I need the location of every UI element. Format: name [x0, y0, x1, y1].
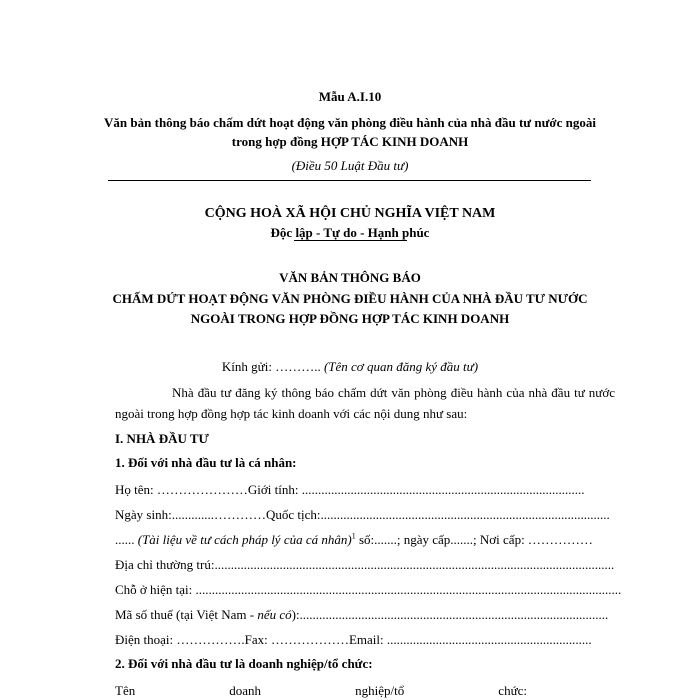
legal-reference: (Điều 50 Luật Đầu tư) — [291, 158, 409, 173]
field-legal-document — [115, 532, 593, 548]
org-name-word: chức: — [498, 683, 527, 698]
doc-title-line3: NGOÀI TRONG HỢP ĐỒNG HỢP TÁC KINH DOANH — [190, 311, 510, 326]
tax-code-prefix: Mã số thuế (tại Việt Nam - — [115, 607, 258, 622]
addressee — [0, 359, 700, 375]
form-code: Mẫu A.I.10 — [318, 89, 382, 104]
field-org-name — [115, 683, 527, 699]
legal-doc-details: số:.......; ngày cấp.......; Nơi cấp: …………… — [355, 532, 593, 547]
doc-title-line1: VĂN BẢN THÔNG BÁO — [279, 270, 421, 285]
national-motto: Độc lập - Tự do - Hạnh phúc — [270, 225, 430, 240]
footnote-marker: 1 — [351, 531, 356, 541]
field-tax-code — [115, 607, 608, 623]
intro-paragraph: Nhà đầu tư đăng ký thông báo chấm dứt văn phòng điều hành của nhà đầu tư nước ngoài trong hợp đồng hợp tác kinh doanh với các nội dung như sau: — [115, 385, 615, 421]
section-heading-investor: I. NHÀ ĐẦU TƯ — [115, 431, 209, 446]
org-name-word: Tên — [115, 683, 136, 698]
subsection-organization: 2. Đối với nhà đầu tư là doanh nghiệp/tổ chức: — [115, 656, 373, 671]
field-dob-nationality: Ngày sinh:.............…………Quốc tịch:......................................................................................... — [115, 507, 610, 522]
org-name-word: nghiệp/tổ — [355, 683, 405, 698]
addressee-agency: (Tên cơ quan đăng ký đầu tư) — [323, 359, 479, 374]
addressee-prefix: Kính gửi: ……….. — [221, 359, 324, 374]
field-contact: Điện thoại: …………….Fax: ………………Email: ............................................................... — [115, 632, 592, 647]
national-title: CỘNG HOÀ XÃ HỘI CHỦ NGHĨA VIỆT NAM — [204, 206, 496, 221]
subsection-individual: 1. Đối với nhà đầu tư là cá nhân: — [115, 455, 297, 470]
legal-doc-type: (Tài liệu về tư cách pháp lý của cá nhân) — [137, 532, 352, 547]
org-name-word: doanh — [229, 683, 262, 698]
doc-title-line2: CHẤM DỨT HOẠT ĐỘNG VĂN PHÒNG ĐIỀU HÀNH CỦA NHÀ ĐẦU TƯ NƯỚC — [112, 291, 588, 306]
tax-code-note: nếu có — [257, 607, 292, 622]
tax-code-rest: ):............................................................................................... — [291, 607, 609, 622]
header-divider — [108, 180, 591, 181]
field-name-gender: Họ tên: …………………Giới tính: ....................................................................................... — [115, 482, 585, 497]
motto-underline — [294, 240, 407, 241]
form-title-line2: trong hợp đồng HỢP TÁC KINH DOANH — [231, 134, 469, 149]
field-permanent-address: Địa chỉ thường trú:........................................................................................................................... — [115, 557, 615, 572]
field-current-residence: Chỗ ở hiện tại: ................................................................................................................................... — [115, 582, 622, 597]
legal-doc-prefix: ...... — [115, 532, 138, 547]
form-title-line1: Văn bản thông báo chấm dứt hoạt động văn phòng điều hành của nhà đầu tư nước ngoài — [104, 115, 596, 130]
